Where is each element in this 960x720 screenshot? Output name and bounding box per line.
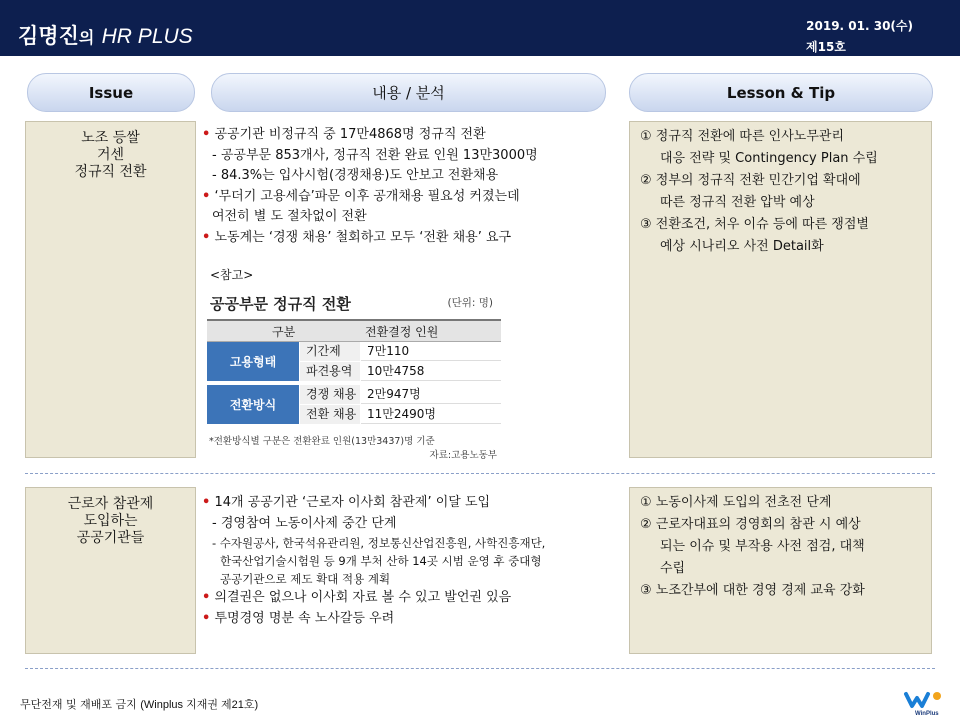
reference-row-value: 7만110: [361, 342, 501, 361]
reference-note: *전환방식별 구분은 전환완료 인원(13만3437)명 기준: [209, 436, 435, 447]
bullet-icon: •: [202, 127, 211, 142]
reference-row-type: 경쟁 채용: [300, 385, 360, 404]
bullet-icon: •: [202, 610, 211, 626]
column-header-lesson: Lesson & Tip: [629, 73, 933, 112]
logo-text: WinPlus: [915, 711, 939, 716]
reference-table-title: 공공부문 정규직 전환: [210, 295, 351, 313]
section1-lesson: ① 정규직 전환에 따른 인사노무관리 대응 전략 및 Contingency Plan 수립 ② 정부의 정규직 전환 민간기업 확대에 따른 정규직 전환 압박 예상 ③ 전환조건, 처우 이슈 등에 따른 쟁점별 예상 시나리오 사전 Detail화: [640, 129, 878, 254]
section1-lesson-box: [629, 121, 932, 458]
reference-group: 전환방식: [207, 385, 299, 424]
reference-row-value: 2만947명: [361, 385, 501, 404]
reference-label: <참고>: [210, 268, 254, 282]
reference-row-type: 전환 채용: [300, 405, 360, 424]
bullet-icon: •: [202, 229, 211, 245]
page-title: 김명진의 HR PLUS: [18, 24, 193, 48]
reference-table-head: 구분 전환결정 인원: [207, 319, 501, 342]
winplus-logo: [903, 690, 953, 716]
copyright-notice: 무단전재 및 재배포 금지 (Winplus 지재권 제21호): [20, 698, 259, 711]
column-header-analysis: 내용 / 분석: [211, 73, 606, 112]
bullet-icon: •: [202, 495, 211, 510]
section2-issue-box: [25, 487, 196, 654]
section1-content: • 공공기관 비정규직 중 17만4868명 정규직 전환 - 공공부문 853개사, 정규직 전환 완료 인원 13만3000명 - 84.3%는 입사시험(경쟁채용)도 안보고 전환채용 • ‘무더기 고용세습’파문 이후 공개채용 필요성 커졌는데 여전히 별 도 절차없이 전환 • 노동계는 ‘경쟁 채용’ 철회하고 모두 ‘전환 채용’ 요구: [202, 127, 538, 245]
section-divider: [25, 473, 935, 474]
header-bar: [0, 0, 960, 56]
reference-row-type: 기간제: [300, 342, 360, 361]
section2-lesson-box: [629, 487, 932, 654]
column-header-issue: Issue: [27, 73, 195, 112]
reference-row-value: 10만4758: [361, 362, 501, 381]
bullet-icon: •: [202, 188, 211, 204]
issue-number: 제15호: [806, 40, 846, 54]
section1-issue-box: [25, 121, 196, 458]
reference-table: [207, 285, 501, 461]
reference-row-type: 파견용역: [300, 362, 360, 381]
section2-content: • 14개 공공기관 ‘근로자 이사회 참관제’ 이달 도입 - 경영참여 노동이사제 중간 단계 - 수자원공사, 한국석유관리원, 정보통신산업진흥원, 사학진흥재단, 한국산업기술시험원 등 9개 부처 산하 14곳 시범 운영 후 중대형 공공기관으로 제도 확대 적용 계획 • 의결권은 없으나 이사회 자료 볼 수 있고 발언권 있음 • 투명경영 명분 속 노사갈등 우려: [202, 495, 546, 626]
reference-group: 고용형태: [207, 342, 299, 381]
reference-row-value: 11만2490명: [361, 405, 501, 424]
issue-date: 2019. 01. 30(수): [806, 19, 913, 33]
reference-table-unit: (단위: 명): [447, 297, 493, 309]
reference-source: 자료:고용노동부: [429, 450, 497, 461]
section2-lesson: ① 노동이사제 도입의 전초전 단계 ② 근로자대표의 경영회의 참관 시 예상 되는 이슈 및 부작용 사전 점검, 대책 수립 ③ 노조간부에 대한 경영 경제 교육 강화: [640, 495, 865, 598]
section1-issue: 노조 등쌀 거센 정규직 전환: [74, 130, 147, 180]
section2-issue: 근로자 참관제 도입하는 공공기관들: [67, 496, 154, 546]
bullet-icon: •: [202, 590, 211, 605]
section-divider: [25, 668, 935, 669]
